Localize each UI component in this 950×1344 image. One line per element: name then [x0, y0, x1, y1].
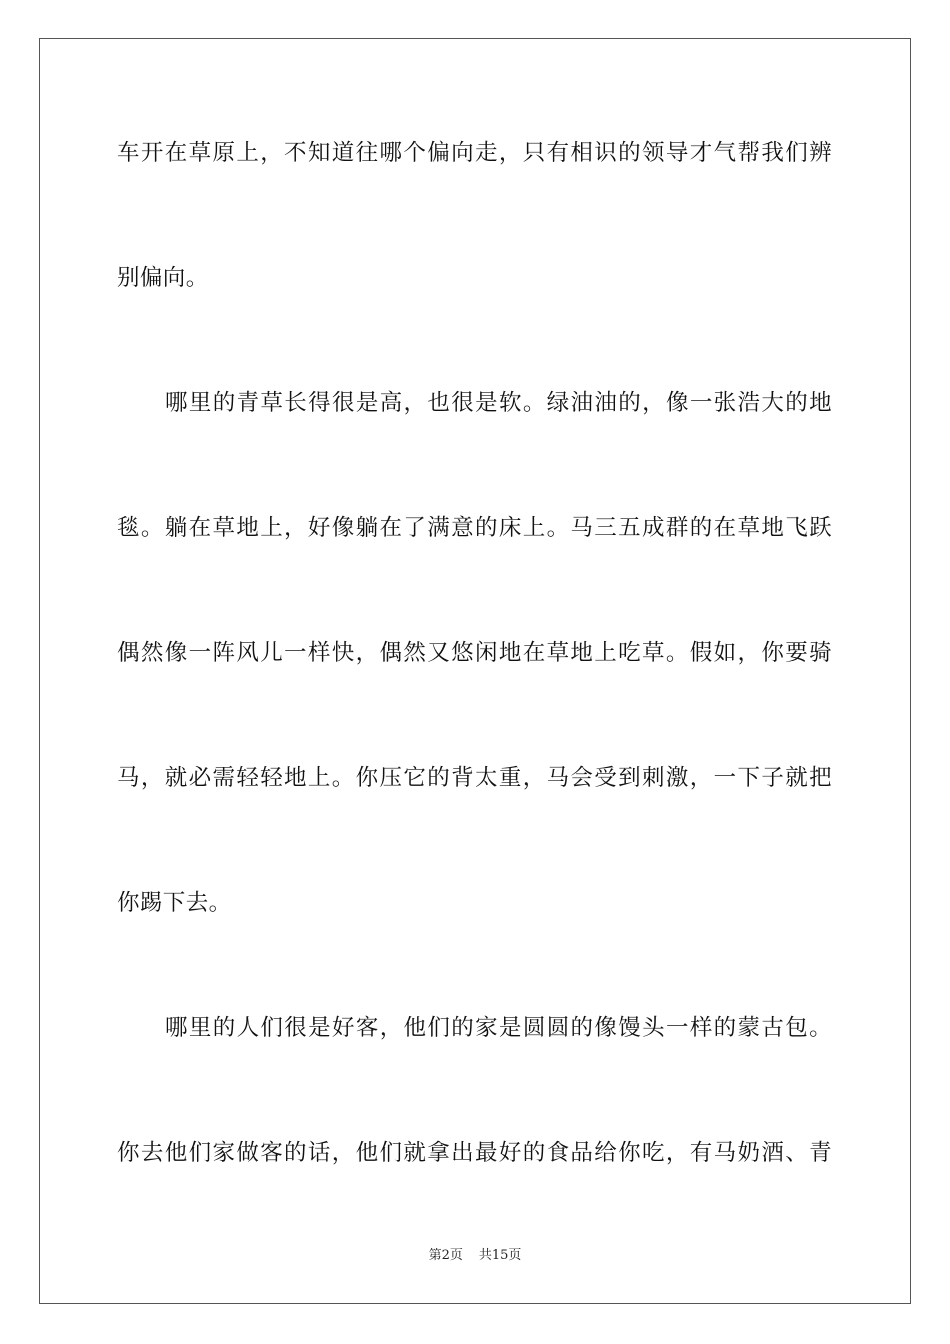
paragraph-line-8: 哪里的人们很是好客，他们的家是圆圆的像馒头一样的蒙古包。 — [165, 1015, 832, 1041]
paragraph-line-6: 马，就必需轻轻地上。你压它的背太重，马会受到刺激，一下子就把 — [117, 765, 832, 791]
paragraph-line-7: 你踢下去。 — [117, 890, 232, 916]
paragraph-line-5: 偶然像一阵风儿一样快，偶然又悠闲地在草地上吃草。假如，你要骑 — [117, 640, 832, 666]
paragraph-line-1: 车开在草原上，不知道往哪个偏向走，只有相识的领导才气帮我们辨 — [117, 140, 832, 166]
page-total: 共15页 — [478, 1248, 522, 1263]
page-number: 第2页 — [428, 1248, 463, 1263]
paragraph-line-4: 毯。躺在草地上，好像躺在了满意的床上。马三五成群的在草地飞跃 — [117, 515, 832, 541]
paragraph-line-3: 哪里的青草长得很是高，也很是软。绿油油的，像一张浩大的地 — [165, 390, 832, 416]
paragraph-line-2: 别偏向。 — [117, 265, 209, 291]
paragraph-line-9: 你去他们家做客的话，他们就拿出最好的食品给你吃，有马奶酒、青 — [117, 1140, 832, 1166]
page-footer — [0, 1247, 950, 1265]
page-border — [39, 38, 911, 1304]
